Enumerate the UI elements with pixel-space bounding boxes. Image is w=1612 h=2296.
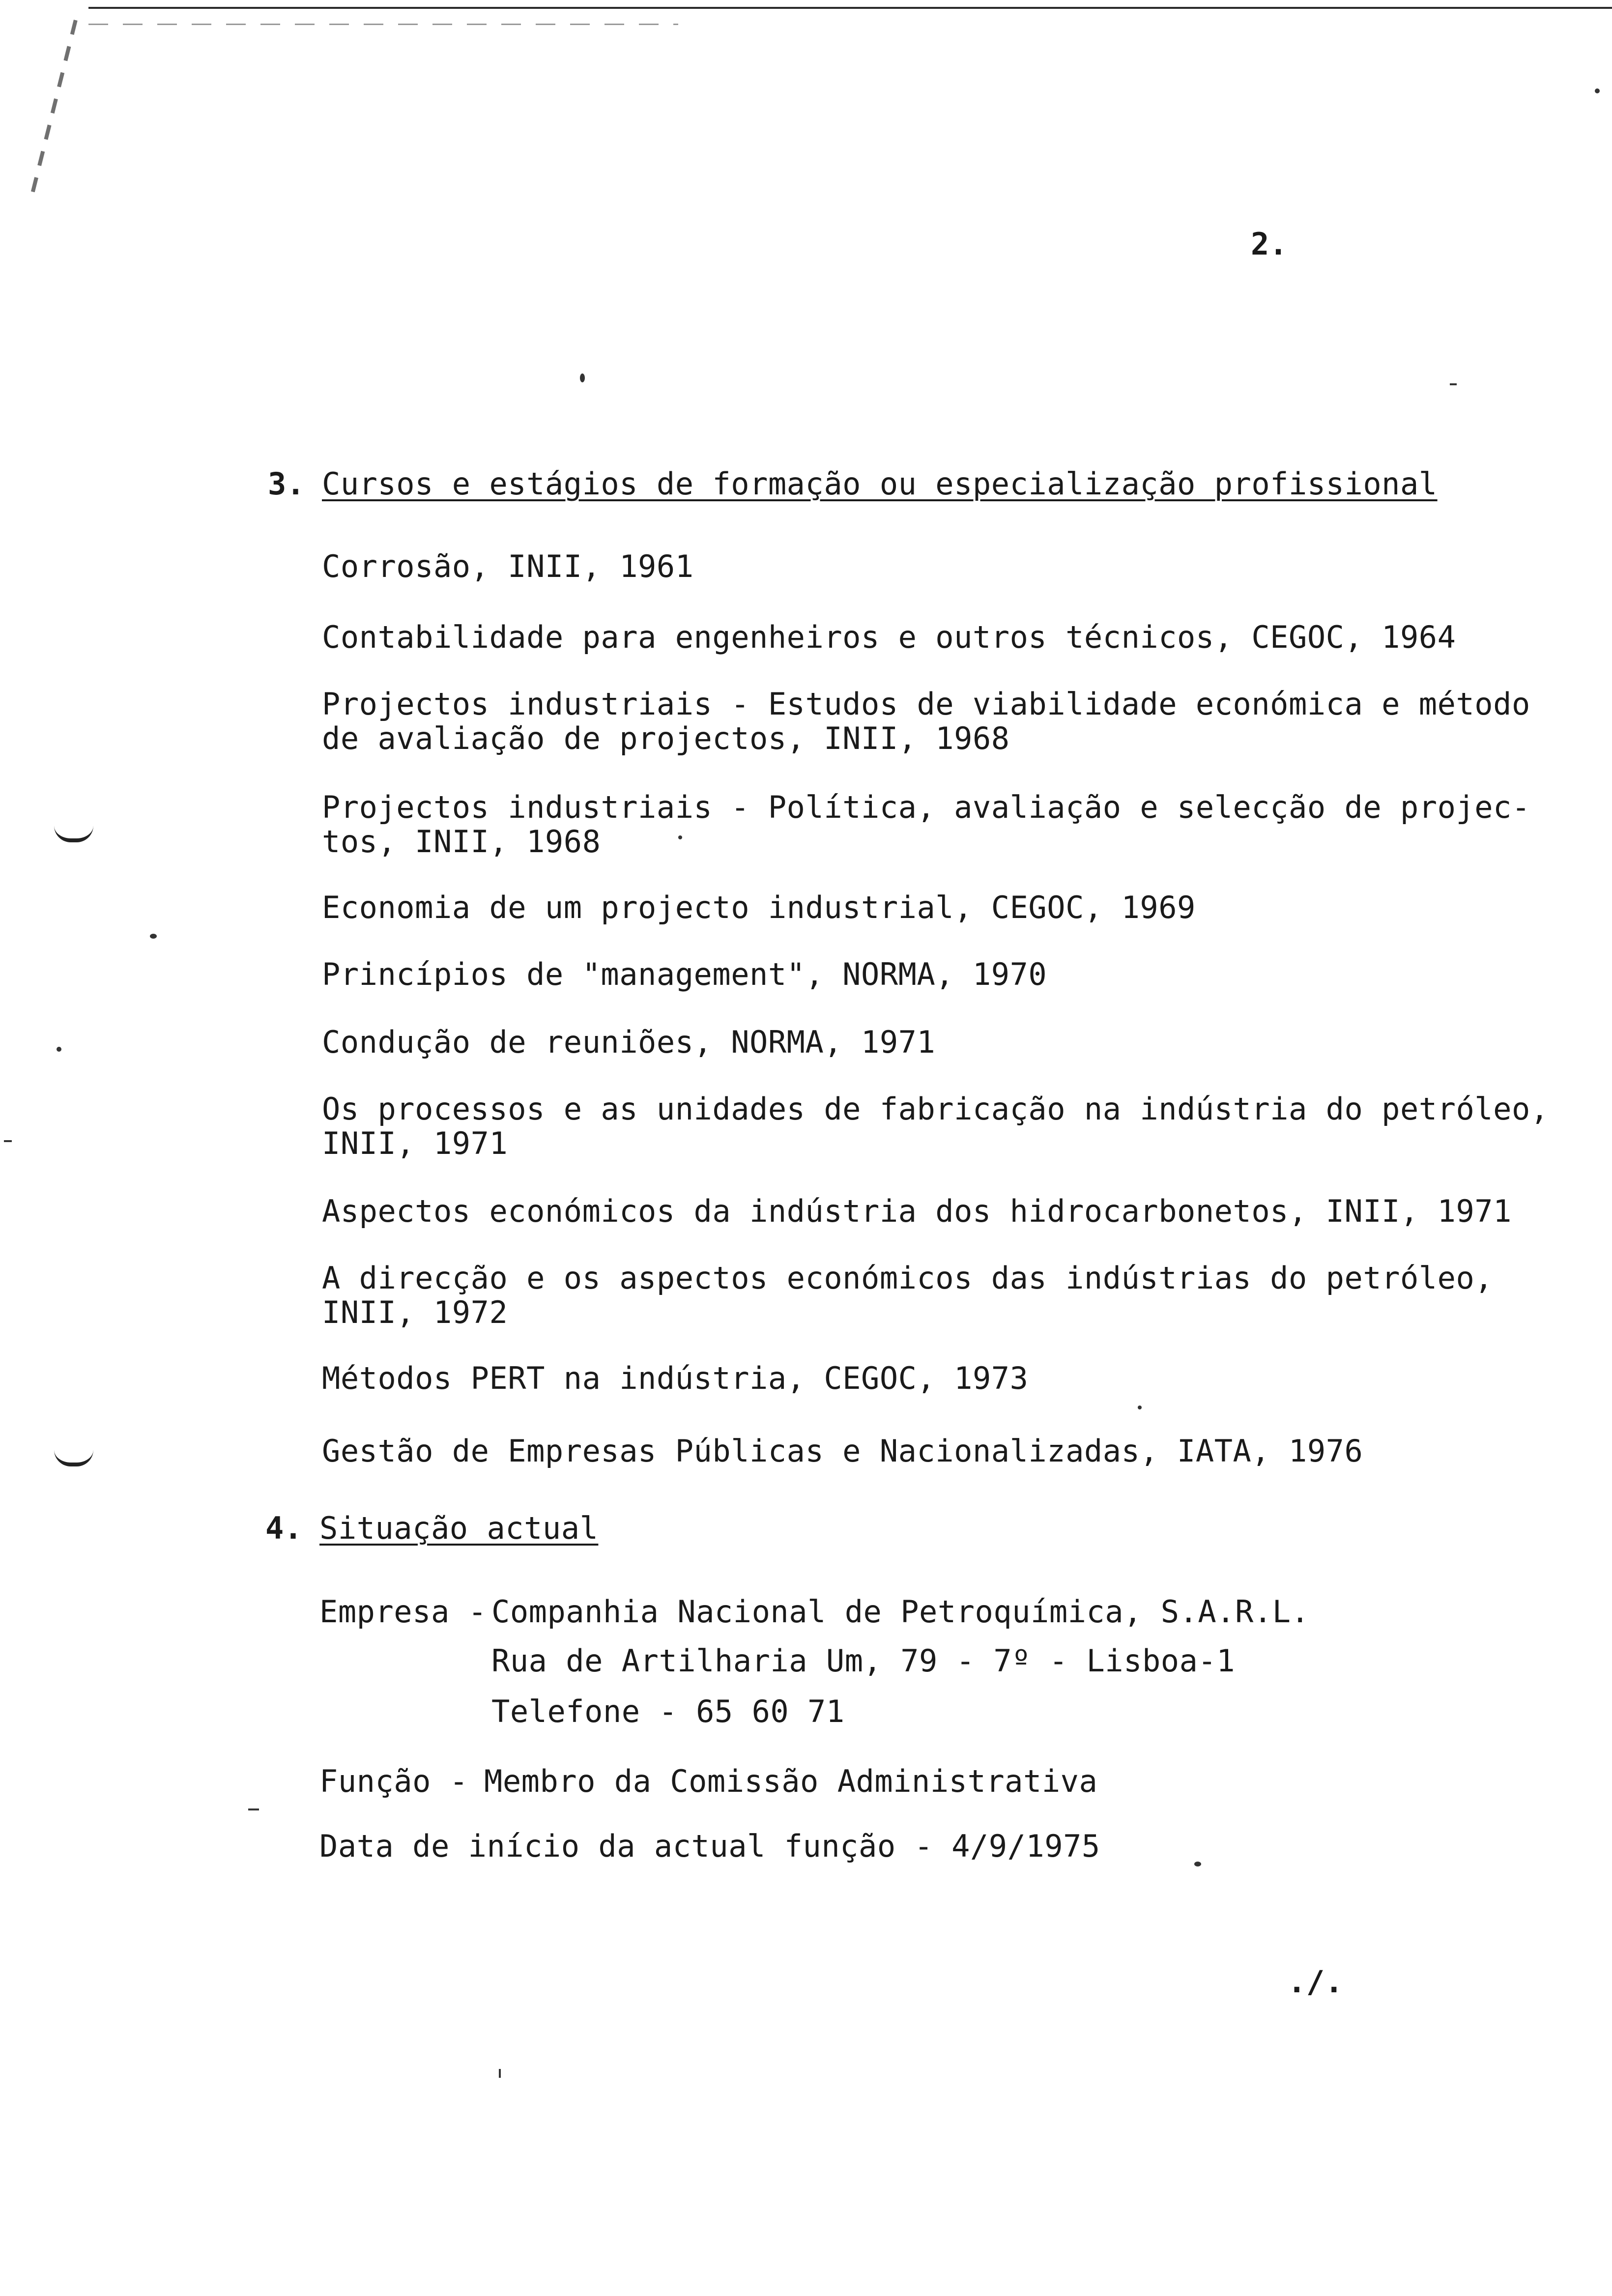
course-item-10-line-1: A direcção e os aspectos económicos das indústrias do petróleo, — [322, 1260, 1494, 1296]
funcao-value: Membro da Comissão Administrativa — [484, 1763, 1098, 1799]
scan-speck — [4, 1140, 12, 1142]
course-item-4-line-1: Projectos industriais - Política, avaliação e selecção de projec- — [322, 789, 1530, 825]
course-item-10-line-2: INII, 1972 — [322, 1294, 508, 1330]
course-item-1: Corrosão, INII, 1961 — [322, 548, 694, 584]
course-item-12: Gestão de Empresas Públicas e Nacionalizadas, IATA, 1976 — [322, 1433, 1363, 1469]
section-3-title: Cursos e estágios de formação ou especialização profissional — [322, 466, 1438, 502]
punch-hole-mark-lower — [54, 1450, 93, 1466]
punch-hole-mark-upper — [54, 826, 93, 842]
section-4-title: Situação actual — [319, 1510, 599, 1546]
scan-speck — [580, 373, 585, 382]
scan-speck — [248, 1808, 259, 1810]
top-edge-rule — [88, 7, 1612, 9]
scan-speck — [1194, 1862, 1201, 1866]
course-item-8-line-2: INII, 1971 — [322, 1125, 508, 1161]
scan-speck — [150, 934, 157, 939]
page-number: 2. — [1251, 226, 1288, 262]
section-4-number: 4. — [265, 1510, 303, 1546]
scan-speck — [678, 835, 682, 839]
data-inicio: Data de início da actual função - 4/9/1975 — [319, 1828, 1100, 1864]
course-item-7: Condução de reuniões, NORMA, 1971 — [322, 1024, 936, 1060]
course-item-8-line-1: Os processos e as unidades de fabricação na indústria do petróleo, — [322, 1091, 1549, 1127]
empresa-name: Companhia Nacional de Petroquímica, S.A.R.L. — [491, 1594, 1310, 1630]
empresa-address: Rua de Artilharia Um, 79 - 7º - Lisboa-1 — [491, 1643, 1236, 1679]
funcao-label: Função - — [319, 1763, 468, 1799]
course-item-3-line-2: de avaliação de projectos, INII, 1968 — [322, 720, 1010, 756]
corner-fold-mark — [29, 20, 78, 202]
scan-speck — [1595, 88, 1600, 93]
empresa-label: Empresa - — [319, 1594, 487, 1630]
scan-speck — [57, 1047, 61, 1052]
top-faint-rule — [88, 24, 678, 25]
course-item-4-line-2: tos, INII, 1968 — [322, 824, 601, 860]
empresa-phone: Telefone - 65 60 71 — [491, 1693, 845, 1729]
course-item-2: Contabilidade para engenheiros e outros técnicos, CEGOC, 1964 — [322, 619, 1456, 655]
course-item-9: Aspectos económicos da indústria dos hidrocarbonetos, INII, 1971 — [322, 1193, 1512, 1229]
scan-speck — [1450, 383, 1457, 385]
course-item-3-line-1: Projectos industriais - Estudos de viabilidade económica e método — [322, 686, 1530, 722]
continuation-mark: ./. — [1288, 1964, 1344, 2000]
course-item-11: Métodos PERT na indústria, CEGOC, 1973 — [322, 1360, 1029, 1396]
scan-speck — [499, 2069, 501, 2078]
course-item-6: Princípios de "management", NORMA, 1970 — [322, 956, 1047, 992]
section-3-number: 3. — [268, 466, 305, 502]
course-item-5: Economia de um projecto industrial, CEGOC, 1969 — [322, 890, 1196, 925]
scan-speck — [1138, 1406, 1142, 1409]
